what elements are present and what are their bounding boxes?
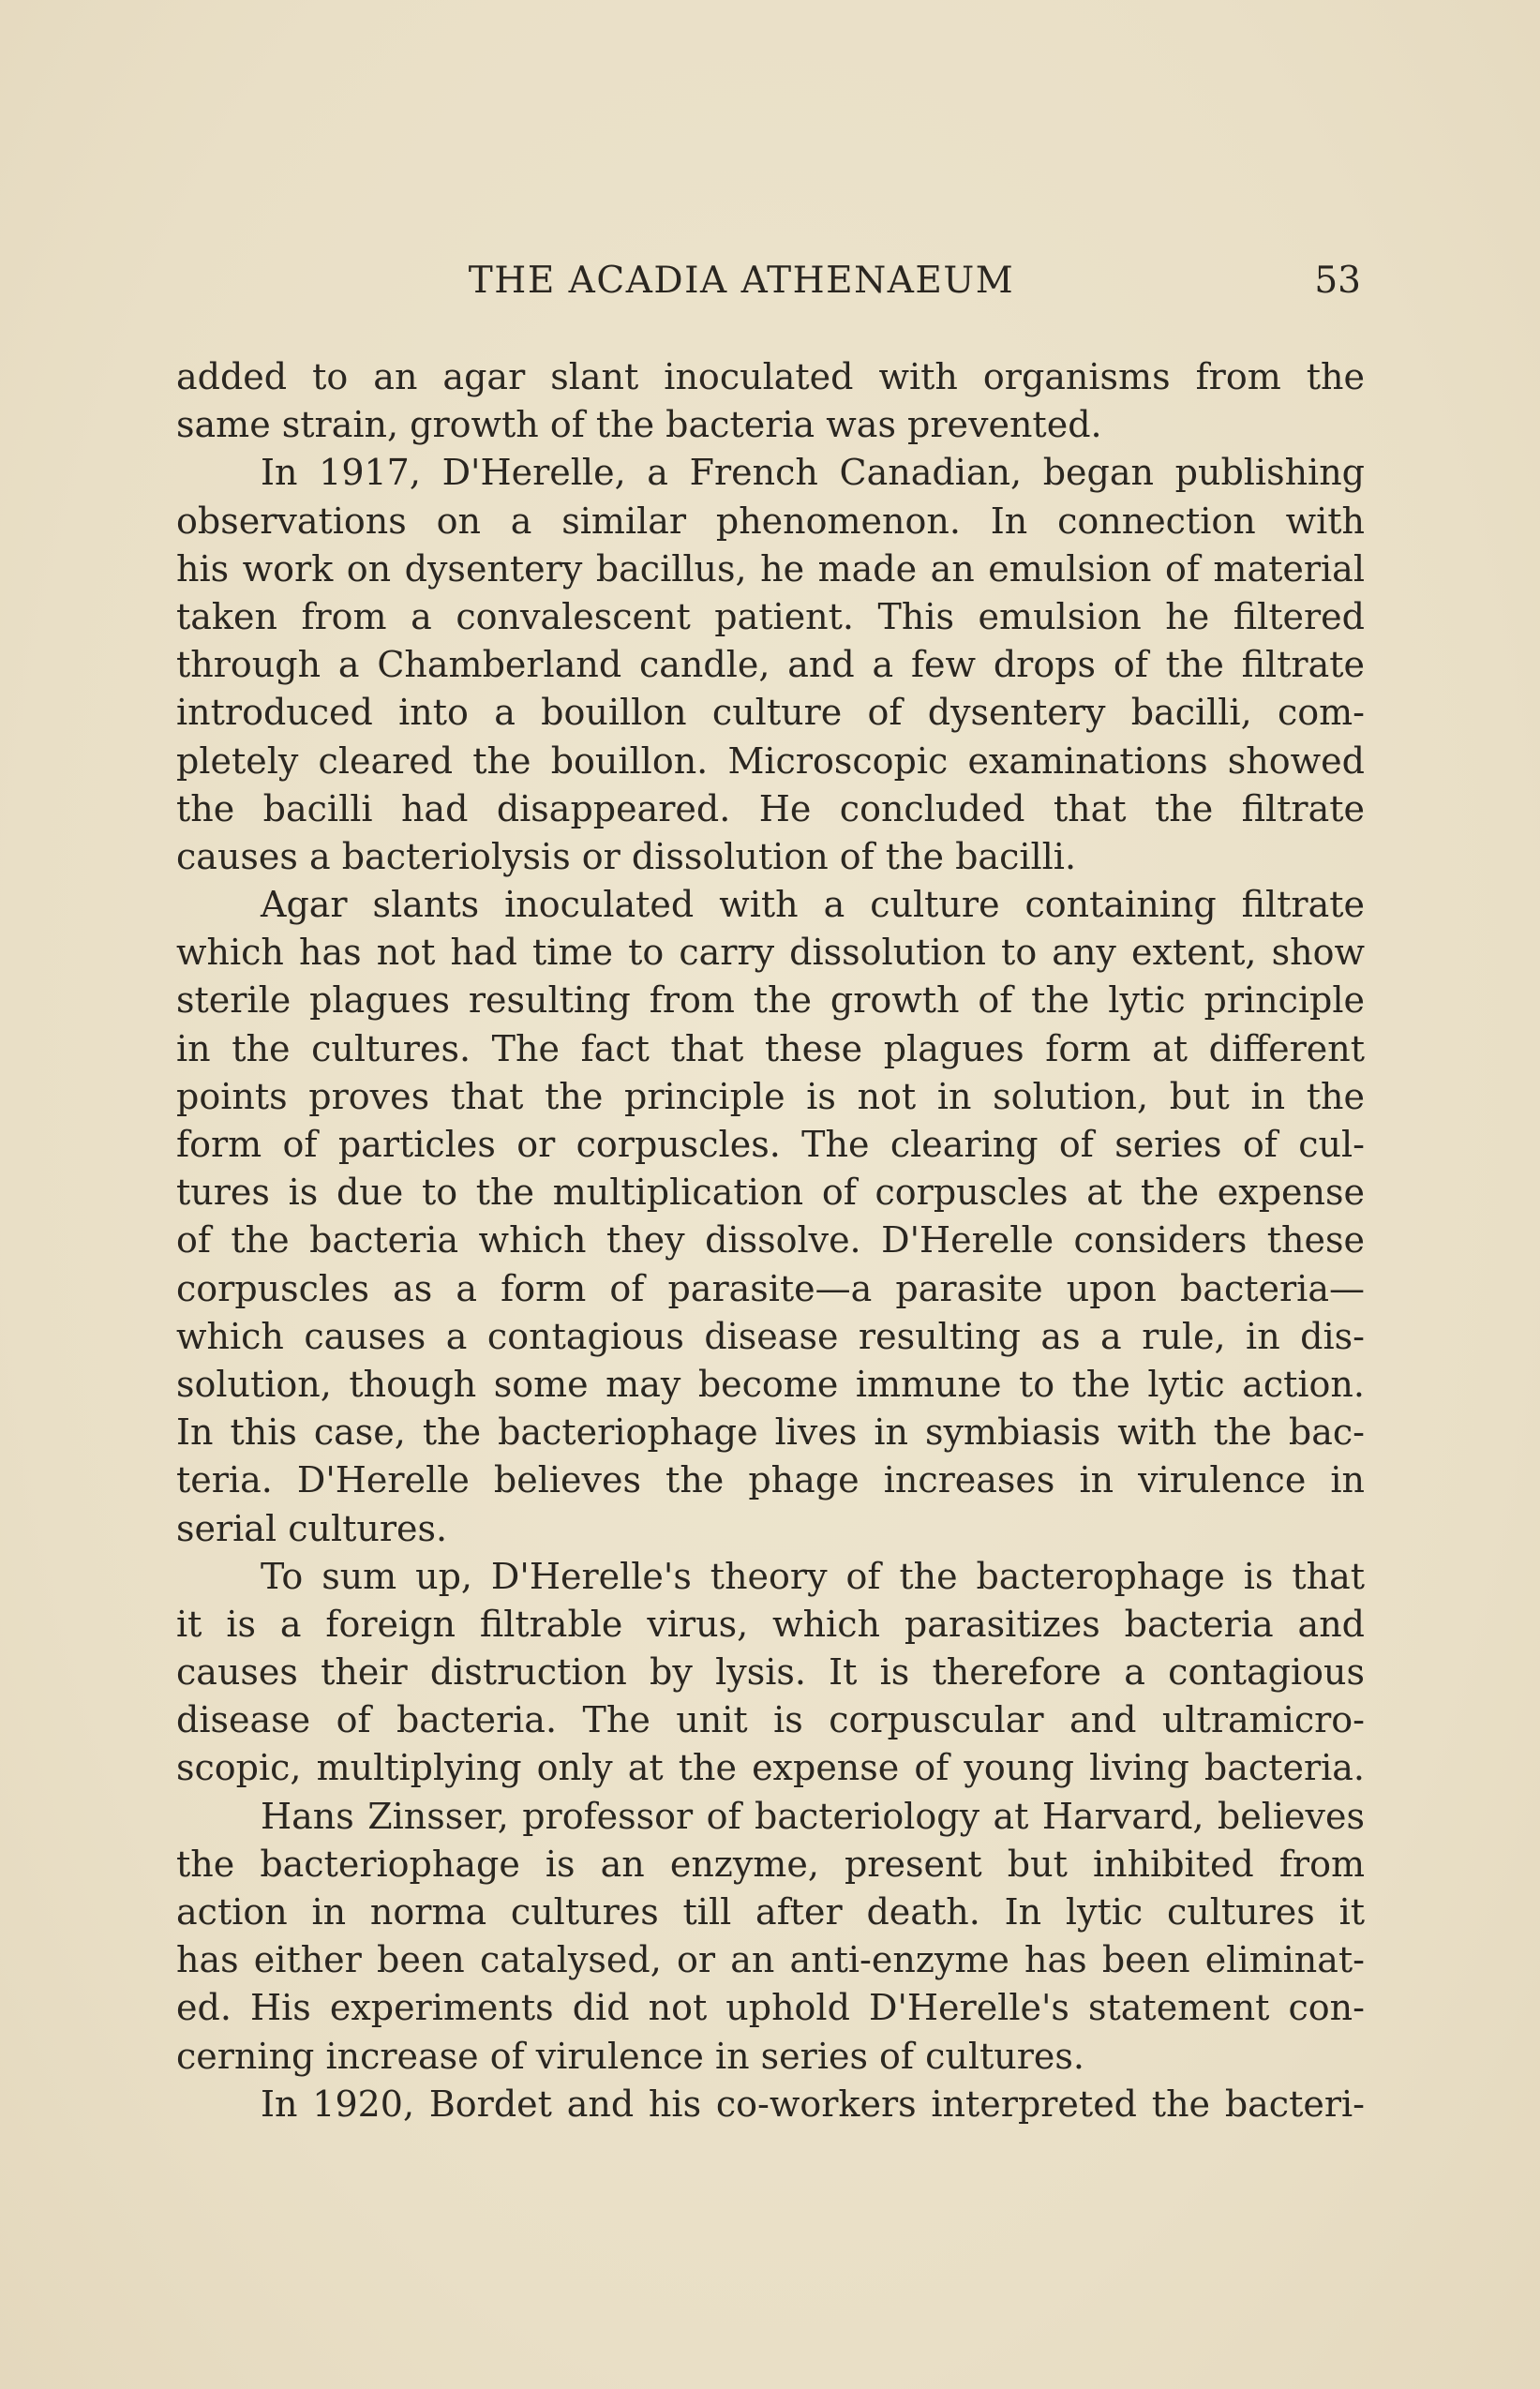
text-line: serial cultures. [176,1507,448,1549]
text-line: ed. His experiments did not uphold D'Herelle's statement con- [176,1987,1365,2029]
text-line: his work on dysentery bacillus, he made an emulsion of material [176,547,1365,590]
running-title: THE ACADIA ATHENAEUM [468,260,1015,302]
text-line: taken from a convalescent patient. This emulsion he filtered [176,595,1365,637]
text-line: form of particles or corpuscles. The clearing of series of cul- [176,1124,1365,1165]
text-line: added to an agar slant inoculated with organisms from the [176,356,1365,397]
text-line: cerning increase of virulence in series of cultures. [176,2035,1084,2077]
text-line: Hans Zinsser, professor of bacteriology at Harvard, believes [261,1795,1365,1837]
text-line: causes their distruction by lysis. It is therefore a contagious [176,1651,1365,1694]
text-line: it is a foreign filtrable virus, which parasitizes bacteria and [176,1603,1365,1645]
text-line: through a Chamberland candle, and a few drops of the filtrate [176,644,1365,686]
text-line: sterile plagues resulting from the growth of the lytic principle [176,979,1365,1022]
page-number: 53 [1314,260,1361,302]
text-line: corpuscles as a form of parasite—a parasite upon bacteria— [176,1267,1365,1309]
text-line: In 1920, Bordet and his co-workers interpreted the bacteri- [261,2083,1365,2125]
text-line: has either been catalysed, or an anti-enzyme has been eliminat- [176,1939,1365,1981]
text-line: solution, though some may become immune to the lytic action. [176,1363,1365,1405]
text-line: In this case, the bacteriophage lives in symbiasis with the bac- [176,1411,1365,1454]
text-line: the bacilli had disappeared. He concluded that the filtrate [176,787,1365,829]
text-line: points proves that the principle is not in solution, but in the [176,1075,1365,1117]
text-line: in the cultures. The fact that these plagues form at different [176,1027,1365,1069]
body-text [176,353,1365,2128]
text-line: same strain, growth of the bacteria was prevented. [176,404,1102,446]
text-line: observations on a similar phenomenon. In connection with [176,500,1365,542]
text-line: which has not had time to carry dissolution to any extent, show [176,932,1365,974]
text-line: of the bacteria which they dissolve. D'Herelle considers these [176,1219,1365,1262]
text-line: In 1917, D'Herelle, a French Canadian, began publishing [261,452,1365,494]
text-line: causes a bacteriolysis or dissolution of the bacilli. [176,835,1077,877]
text-line: introduced into a bouillon culture of dysentery bacilli, com- [176,692,1365,734]
text-line: To sum up, D'Herelle's theory of the bacterophage is that [261,1555,1365,1597]
text-line: pletely cleared the bouillon. Microscopic examinations showed [176,739,1365,782]
running-head [178,253,1361,309]
text-line: Agar slants inoculated with a culture containing filtrate [261,884,1365,926]
text-line: action in norma cultures till after death. In lytic cultures it [176,1891,1365,1933]
text-line: the bacteriophage is an enzyme, present but inhibited from [176,1843,1365,1885]
text-line: scopic, multiplying only at the expense of young living bacteria. [176,1747,1365,1789]
text-line: disease of bacteria. The unit is corpuscular and ultramicro- [176,1699,1365,1741]
text-line: teria. D'Herelle believes the phage increases in virulence in [176,1459,1365,1501]
text-line: which causes a contagious disease resulting as a rule, in dis- [176,1315,1365,1357]
text-line: tures is due to the multiplication of corpuscles at the expense [176,1172,1365,1214]
